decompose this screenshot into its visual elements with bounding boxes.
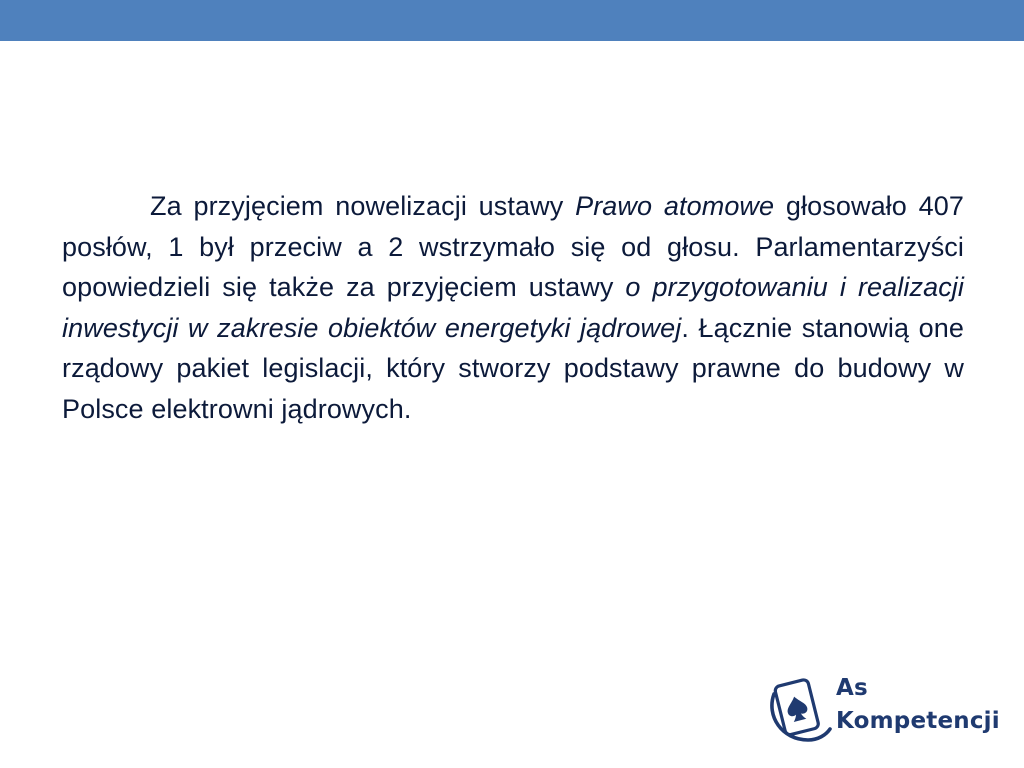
logo-text-kompetencji: Kompetencji <box>836 708 1000 734</box>
text-run-act-title-2: o przygotowaniu i realizacji inwestycji w zakresie obiektów energetyki jądrowej <box>62 272 964 343</box>
text-run-3: . Łącznie stanowią one rządowy pakiet legislacji, który stworzy podstawy prawne do budowy w Polsce elektrowni jądrowych. <box>62 312 964 424</box>
slide-body-paragraph <box>62 186 964 429</box>
as-kompetencji-logo <box>768 672 998 744</box>
top-accent-bar <box>0 0 1024 41</box>
text-run-act-title-1: Prawo atomowe <box>575 191 775 221</box>
spade-card-icon <box>768 672 832 744</box>
text-run-1: Za przyjęciem nowelizacji ustawy <box>150 191 576 221</box>
text-run-2: głosowało 407 posłów, 1 był przeciw a 2 wstrzymało się od głosu. Parlamentarzyści opowiedzieli się także za przyjęciem ustawy <box>62 191 965 302</box>
logo-text-as: As <box>836 675 868 701</box>
